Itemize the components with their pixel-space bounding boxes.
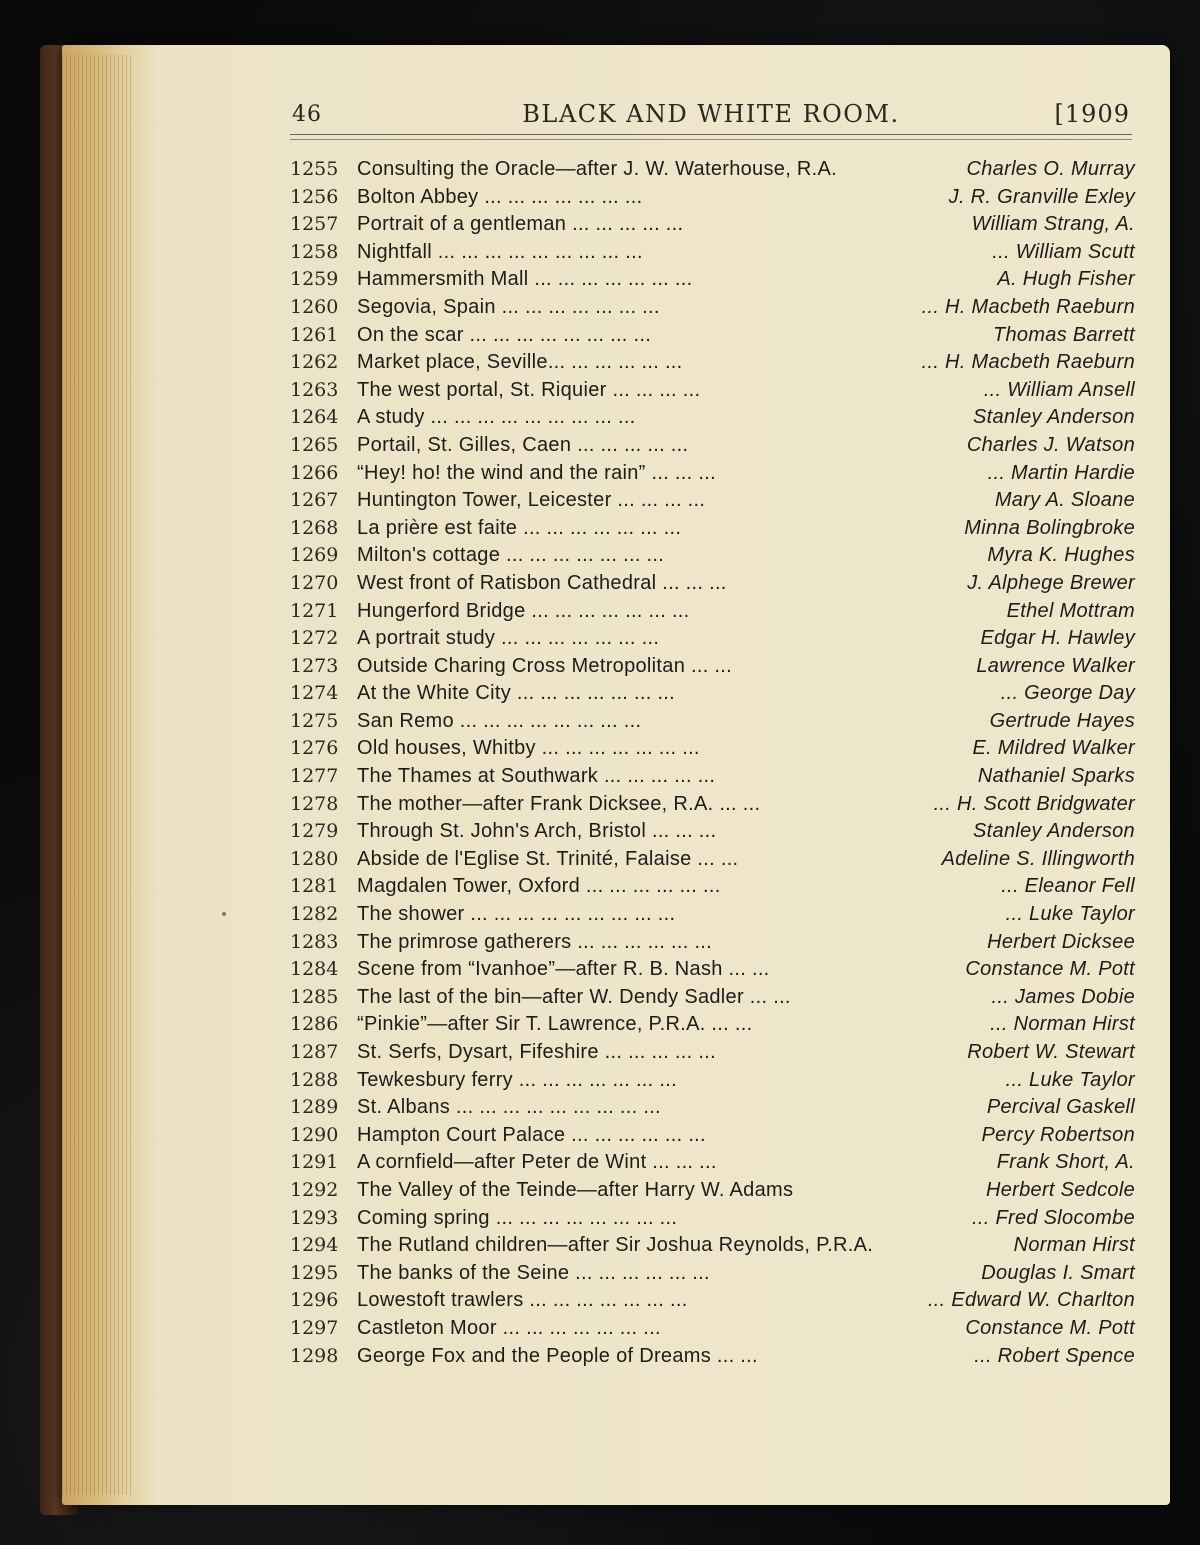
catalogue-entry xyxy=(290,956,1135,984)
entry-title: Consulting the Oracle—after J. W. Waterhouse, R.A. xyxy=(357,158,837,180)
entry-number: 1276 xyxy=(290,737,339,760)
entry-title: La prière est faite ... ... ... ... ... ... ... xyxy=(357,516,682,539)
entry-artist: Constance M. Pott xyxy=(965,958,1135,981)
entry-number: 1280 xyxy=(290,847,339,870)
entry-number: 1286 xyxy=(290,1013,339,1036)
entry-number: 1295 xyxy=(290,1261,339,1284)
entry-title: The Valley of the Teinde—after Harry W. Adams xyxy=(357,1178,794,1201)
entry-artist: Percy Robertson xyxy=(981,1123,1135,1146)
entry-title: Lowestoft trawlers ... ... ... ... ... ... ... xyxy=(357,1289,688,1312)
entry-number: 1298 xyxy=(290,1344,339,1367)
entry-artist: ... William Ansell xyxy=(983,378,1135,401)
entry-artist: William Strang, A. xyxy=(971,213,1135,236)
catalogue-entry xyxy=(290,625,1135,653)
entry-artist: ... William Scutt xyxy=(992,240,1135,263)
entry-artist: ... George Day xyxy=(1000,682,1135,705)
entry-title: George Fox and the People of Dreams ... ... xyxy=(357,1344,758,1367)
catalogue-entry xyxy=(290,1205,1135,1233)
entry-number: 1283 xyxy=(290,930,339,953)
entry-title: The primrose gatherers ... ... ... ... ... ... xyxy=(357,930,713,953)
entry-title: Bolton Abbey ... ... ... ... ... ... ... xyxy=(357,185,643,208)
catalogue-entry xyxy=(290,708,1135,736)
entry-number: 1270 xyxy=(290,571,339,594)
entry-title: Castleton Moor ... ... ... ... ... ... ... xyxy=(357,1316,661,1339)
catalogue-entry xyxy=(290,1067,1135,1095)
entry-title: Portail, St. Gilles, Caen ... ... ... ... ... xyxy=(357,433,689,456)
entry-number: 1261 xyxy=(290,323,339,346)
catalogue-entry xyxy=(290,487,1135,515)
entry-number: 1287 xyxy=(290,1041,339,1063)
entry-number: 1272 xyxy=(290,627,339,650)
entry-artist: Charles J. Watson xyxy=(966,433,1135,456)
entry-artist: Herbert Sedcole xyxy=(985,1178,1135,1201)
catalogue-entry xyxy=(290,1260,1135,1288)
entry-number: 1257 xyxy=(290,213,339,236)
catalogue-entry xyxy=(290,1122,1135,1150)
entry-title: Abside de l'Eglise St. Trinité, Falaise ... ... xyxy=(357,847,739,870)
catalogue-entry xyxy=(290,570,1135,598)
entry-artist: J. Alphege Brewer xyxy=(967,571,1135,594)
entry-number: 1267 xyxy=(290,489,339,512)
header-rule-secondary xyxy=(290,139,1132,140)
entry-title: Segovia, Spain ... ... ... ... ... ... ... xyxy=(357,295,660,318)
catalogue-entry xyxy=(290,1011,1135,1039)
entry-artist: Percival Gaskell xyxy=(986,1096,1135,1119)
entry-artist: Thomas Barrett xyxy=(992,323,1135,346)
entry-artist: Adeline S. Illingworth xyxy=(941,847,1135,870)
entry-artist: Stanley Anderson xyxy=(973,820,1135,843)
entry-title: Market place, Seville... ... ... ... ... ... xyxy=(357,351,683,374)
entry-title: Coming spring ... ... ... ... ... ... ... ... xyxy=(357,1206,678,1229)
entry-number: 1294 xyxy=(290,1234,339,1257)
catalogue-entry xyxy=(290,873,1135,901)
entry-title: Nightfall ... ... ... ... ... ... ... ... ... xyxy=(357,240,643,263)
entry-artist: ... H. Macbeth Raeburn xyxy=(921,351,1135,374)
entry-artist: Nathaniel Sparks xyxy=(977,765,1135,788)
catalogue-entry xyxy=(290,294,1135,322)
entry-title: The shower ... ... ... ... ... ... ... ... ... xyxy=(357,903,676,926)
entry-title: The Thames at Southwark ... ... ... ... ... xyxy=(357,765,716,788)
catalogue-entry xyxy=(290,791,1135,819)
entry-title: Huntington Tower, Leicester ... ... ... ... xyxy=(357,489,706,512)
entry-artist: E. Mildred Walker xyxy=(972,737,1135,760)
catalogue-entry xyxy=(290,1315,1135,1343)
entry-number: 1292 xyxy=(290,1178,339,1201)
entry-number: 1296 xyxy=(290,1289,339,1312)
catalogue-entry xyxy=(290,184,1135,212)
entry-title: Tewkesbury ferry ... ... ... ... ... ... ... xyxy=(357,1068,677,1091)
entry-artist: Norman Hirst xyxy=(1013,1234,1135,1257)
entry-artist: ... Edward W. Charlton xyxy=(927,1289,1135,1312)
header-rule xyxy=(290,134,1132,135)
entry-artist: ... H. Macbeth Raeburn xyxy=(921,295,1135,318)
page-header xyxy=(290,98,1132,134)
entry-artist: ... H. Scott Bridgwater xyxy=(933,792,1135,815)
catalogue-entry xyxy=(290,460,1135,488)
entry-artist: ... Norman Hirst xyxy=(990,1013,1135,1036)
entry-number: 1279 xyxy=(290,820,339,843)
entry-number: 1266 xyxy=(290,461,339,484)
entry-artist: ... Fred Slocombe xyxy=(972,1206,1135,1229)
entry-artist: ... Eleanor Fell xyxy=(1001,875,1135,898)
entry-title: St. Albans ... ... ... ... ... ... ... ... ... xyxy=(357,1096,661,1119)
entry-number: 1263 xyxy=(290,378,339,401)
entry-title: Scene from “Ivanhoe”—after R. B. Nash ... ... xyxy=(357,958,770,981)
entry-number: 1289 xyxy=(290,1096,339,1119)
entry-artist: Ethel Mottram xyxy=(1006,599,1135,622)
entry-title: Through St. John's Arch, Bristol ... ... ... xyxy=(357,820,717,843)
catalogue-list xyxy=(290,156,1135,1370)
entry-title: A study ... ... ... ... ... ... ... ... ... xyxy=(357,406,636,429)
entry-artist: ... Robert Spence xyxy=(974,1344,1135,1367)
catalogue-entry xyxy=(290,515,1135,543)
entry-artist: Mary A. Sloane xyxy=(994,489,1135,512)
catalogue-entry xyxy=(290,901,1135,929)
entry-number: 1290 xyxy=(290,1123,339,1146)
stray-mark xyxy=(222,912,226,916)
entry-number: 1260 xyxy=(290,295,339,318)
year-label: [1909 xyxy=(1054,100,1130,128)
entry-title: At the White City ... ... ... ... ... ... ... xyxy=(357,682,676,705)
entry-artist: Constance M. Pott xyxy=(965,1316,1135,1339)
entry-title: A cornfield—after Peter de Wint ... ... ... xyxy=(357,1151,717,1174)
entry-number: 1277 xyxy=(290,765,339,788)
entry-number: 1274 xyxy=(290,682,339,705)
catalogue-entry xyxy=(290,653,1135,681)
entry-artist: J. R. Granville Exley xyxy=(948,185,1135,208)
entry-title: San Remo ... ... ... ... ... ... ... ... xyxy=(357,709,642,732)
entry-number: 1256 xyxy=(290,185,339,208)
entry-title: Magdalen Tower, Oxford ... ... ... ... ... ... xyxy=(357,875,721,898)
entry-number: 1258 xyxy=(290,240,339,263)
entry-number: 1281 xyxy=(290,875,339,898)
entry-number: 1282 xyxy=(290,903,339,926)
entry-title: Hammersmith Mall ... ... ... ... ... ... ... xyxy=(357,268,693,291)
catalogue-entry xyxy=(290,1149,1135,1177)
catalogue-entry xyxy=(290,1343,1135,1371)
catalogue-entry xyxy=(290,763,1135,791)
entry-title: The last of the bin—after W. Dendy Sadler ... ... xyxy=(357,985,791,1008)
catalogue-entry xyxy=(290,598,1135,626)
catalogue-entry xyxy=(290,211,1135,239)
running-title: BLACK AND WHITE ROOM. xyxy=(522,100,900,128)
entry-number: 1265 xyxy=(290,433,339,456)
entry-title: Hampton Court Palace ... ... ... ... ... ... xyxy=(357,1123,706,1146)
entry-artist: Minna Bolingbroke xyxy=(964,516,1135,539)
entry-number: 1297 xyxy=(290,1316,339,1339)
entry-number: 1268 xyxy=(290,516,339,539)
catalogue-entry xyxy=(290,1039,1135,1067)
entry-artist: ... Luke Taylor xyxy=(1005,1068,1135,1091)
entry-number: 1293 xyxy=(290,1206,339,1229)
entry-title: St. Serfs, Dysart, Fifeshire ... ... ... ... ... xyxy=(357,1041,716,1063)
entry-title: Portrait of a gentleman ... ... ... ... ... xyxy=(357,213,684,236)
entry-artist: ... Luke Taylor xyxy=(1005,903,1135,926)
entry-number: 1271 xyxy=(290,599,339,622)
entry-title: The banks of the Seine ... ... ... ... ... ... xyxy=(357,1261,710,1284)
catalogue-entry xyxy=(290,1094,1135,1122)
entry-title: On the scar ... ... ... ... ... ... ... ... xyxy=(357,323,652,346)
catalogue-entry xyxy=(290,929,1135,957)
entry-number: 1264 xyxy=(290,406,339,429)
catalogue-entry xyxy=(290,680,1135,708)
catalogue-entry xyxy=(290,349,1135,377)
entry-title: “Hey! ho! the wind and the rain” ... ... ... xyxy=(357,461,716,484)
catalogue-entry xyxy=(290,846,1135,874)
entry-number: 1288 xyxy=(290,1068,339,1091)
catalogue-entry xyxy=(290,1177,1135,1205)
entry-artist: Robert W. Stewart xyxy=(967,1041,1135,1063)
entry-artist: Douglas I. Smart xyxy=(981,1261,1135,1284)
entry-title: The mother—after Frank Dicksee, R.A. ... ... xyxy=(357,792,761,815)
entry-number: 1278 xyxy=(290,792,339,815)
entry-title: Old houses, Whitby ... ... ... ... ... ... ... xyxy=(357,737,700,760)
entry-number: 1259 xyxy=(290,268,339,291)
entry-number: 1285 xyxy=(290,985,339,1008)
catalogue-entry xyxy=(290,1232,1135,1260)
entry-artist: ... Martin Hardie xyxy=(987,461,1135,484)
catalogue-entry xyxy=(290,377,1135,405)
catalogue-entry xyxy=(290,735,1135,763)
entry-title: Hungerford Bridge ... ... ... ... ... ... ... xyxy=(357,599,690,622)
entry-number: 1269 xyxy=(290,544,339,567)
entry-number: 1284 xyxy=(290,958,339,981)
entry-artist: Edgar H. Hawley xyxy=(980,627,1135,650)
entry-title: “Pinkie”—after Sir T. Lawrence, P.R.A. ... ... xyxy=(357,1013,753,1036)
catalogue-entry xyxy=(290,984,1135,1012)
entry-title: West front of Ratisbon Cathedral ... ... ... xyxy=(357,571,727,594)
catalogue-entry xyxy=(290,322,1135,350)
catalogue-entry xyxy=(290,404,1135,432)
catalogue-entry xyxy=(290,542,1135,570)
entry-number: 1275 xyxy=(290,709,339,732)
entry-artist: Charles O. Murray xyxy=(966,158,1135,180)
catalogue-entry xyxy=(290,156,1135,184)
entry-title: Milton's cottage ... ... ... ... ... ... ... xyxy=(357,544,665,567)
entry-number: 1273 xyxy=(290,654,339,677)
entry-artist: Myra K. Hughes xyxy=(987,544,1135,567)
entry-title: The Rutland children—after Sir Joshua Reynolds, P.R.A. xyxy=(357,1234,874,1257)
catalogue-entry xyxy=(290,818,1135,846)
page-number: 46 xyxy=(292,102,322,127)
entry-artist: Lawrence Walker xyxy=(976,654,1135,677)
catalogue-entry xyxy=(290,266,1135,294)
entry-artist: A. Hugh Fisher xyxy=(997,268,1135,291)
entry-artist: Herbert Dicksee xyxy=(987,930,1135,953)
catalogue-entry xyxy=(290,432,1135,460)
entry-artist: ... James Dobie xyxy=(991,985,1135,1008)
catalogue-entry xyxy=(290,1287,1135,1315)
entry-artist: Frank Short, A. xyxy=(996,1151,1135,1174)
entry-title: A portrait study ... ... ... ... ... ... ... xyxy=(357,627,660,650)
entry-number: 1255 xyxy=(290,158,339,180)
page-edges xyxy=(62,55,132,1495)
entry-number: 1291 xyxy=(290,1151,339,1174)
catalogue-entry xyxy=(290,239,1135,267)
entry-number: 1262 xyxy=(290,351,339,374)
entry-title: Outside Charing Cross Metropolitan ... ... xyxy=(357,654,732,677)
entry-title: The west portal, St. Riquier ... ... ... ... xyxy=(357,378,701,401)
entry-artist: Stanley Anderson xyxy=(973,406,1135,429)
entry-artist: Gertrude Hayes xyxy=(989,709,1135,732)
